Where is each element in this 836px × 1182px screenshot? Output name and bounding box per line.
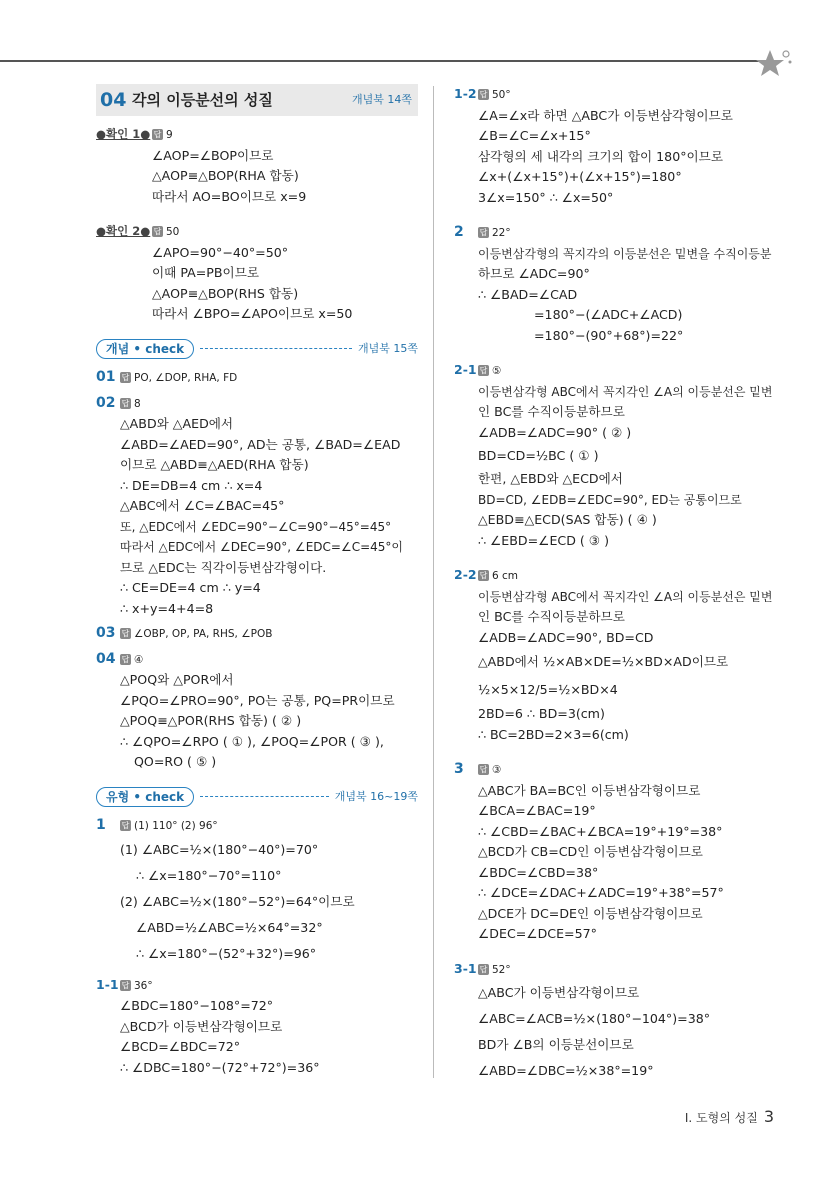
line: 따라서 ∠BPO=∠APO이므로 x=50	[152, 306, 353, 321]
line: 따라서 AO=BO이므로 x=9	[152, 188, 307, 204]
line: △BCD가 CB=CD인 이등변삼각형이므로	[478, 844, 703, 859]
item-number: 02	[96, 394, 116, 411]
line: ∴ ∠QPO=∠RPO ( ① ), ∠POQ=∠POR ( ③ ),	[120, 733, 384, 749]
line: ∴ BC=2BD=2×3=6(cm)	[478, 726, 629, 742]
answer-icon: 답	[121, 654, 130, 664]
line: ∠APO=90°−40°=50°	[152, 244, 289, 260]
answer-icon: 답	[153, 130, 162, 139]
page-number: 3	[763, 1107, 774, 1126]
item-03	[96, 623, 418, 645]
line: ∠BCD=∠BDC=72°	[120, 1039, 241, 1054]
right-column	[454, 84, 784, 1084]
item-04	[96, 649, 418, 773]
item-number: 3	[454, 761, 464, 777]
answer-icon: 답	[121, 980, 130, 990]
line: ∠x+(∠x+15°)+(∠x+15°)=180°	[478, 169, 682, 184]
line: ½×5×12/5=½×BD×4	[478, 682, 618, 697]
answer-icon: 답	[121, 373, 130, 382]
item-2	[454, 222, 784, 346]
dotted-rule	[200, 796, 329, 797]
item-2-1	[454, 360, 784, 551]
answer-icon: 답	[121, 821, 130, 830]
line: ∠ABD=∠AED=90°, AD는 공통, ∠BAD=∠EAD	[120, 436, 401, 452]
line: ∠ABD=½∠ABC=½×64°=32°	[136, 919, 323, 935]
line: △ABC가 BA=BC인 이등변삼각형이므로	[478, 782, 701, 798]
line: ∴ x+y=4+4=8	[120, 600, 214, 616]
item-number: 2-1	[454, 362, 477, 377]
item-number: 1-2	[454, 86, 477, 101]
line: 이등변삼각형 ABC에서 꼭지각인 ∠A의 이등분선은 밑변	[478, 589, 773, 604]
line: ∠ADB=∠ADC=90° ( ② )	[478, 424, 632, 440]
line: ∴ ∠x=180°−(52°+32°)=96°	[136, 945, 317, 961]
line: △ABD와 △AED에서	[120, 416, 234, 431]
line: ∠BDC=∠CBD=38°	[478, 864, 599, 880]
line: △POQ≡△POR(RHS 합동) ( ② )	[120, 713, 302, 728]
item-1	[96, 815, 418, 967]
line: ∴ DE=DB=4 cm ∴ x=4	[120, 477, 263, 493]
section-ref: 개념북 14쪽	[352, 92, 412, 106]
concept-check-header	[96, 339, 418, 360]
line: 이때 PA=PB이므로	[152, 265, 260, 280]
line: 2BD=6 ∴ BD=3(cm)	[478, 706, 605, 721]
line: △ABC가 이등변삼각형이므로	[478, 985, 640, 1000]
line: ∴ CE=DE=4 cm ∴ y=4	[120, 580, 261, 595]
answer: ③	[492, 764, 502, 776]
confirm-2	[96, 221, 418, 325]
answer-icon: 답	[479, 964, 488, 974]
answer-icon: 답	[153, 227, 162, 236]
item-3-1	[454, 959, 784, 1085]
answer-icon: 답	[479, 571, 488, 580]
line: ∠ABC=∠ACB=½×(180°−104°)=38°	[478, 1011, 711, 1026]
line: ∠BDC=180°−108°=72°	[120, 998, 274, 1013]
item-number: 04	[96, 650, 116, 667]
line: =180°−(90°+68°)=22°	[534, 327, 684, 343]
line: ∴ ∠DCE=∠DAC+∠ADC=19°+38°=57°	[478, 885, 724, 900]
item-number: 2	[454, 224, 464, 240]
dotted-rule	[200, 348, 352, 349]
confirm-1	[96, 124, 418, 207]
answer: 36°	[134, 979, 153, 992]
answer: 22°	[492, 227, 511, 239]
answer-icon: 답	[121, 398, 130, 408]
line: 이므로 △ABD≡△AED(RHA 합동)	[120, 457, 309, 472]
item-3	[454, 759, 784, 945]
item-2-2	[454, 565, 784, 745]
answer-icon: 답	[121, 629, 130, 638]
line: ∠PQO=∠PRO=90°, PO는 공통, PQ=PR이므로	[120, 692, 395, 708]
line: 인 BC를 수직이등분하므로	[478, 609, 625, 624]
line: ∠ABD=∠DBC=½×38°=19°	[478, 1063, 654, 1078]
type-check-pill: 유형 • check	[96, 787, 194, 807]
item-number: 01	[96, 369, 116, 385]
line: ∠B=∠C=∠x+15°	[478, 128, 591, 143]
line: ∠ADB=∠ADC=90°, BD=CD	[478, 629, 654, 645]
line: ∴ ∠x=180°−70°=110°	[136, 867, 282, 883]
answer-icon: 답	[479, 765, 488, 774]
item-02	[96, 393, 418, 620]
answer: (1) 110° (2) 96°	[134, 820, 218, 832]
confirm-label: ●확인 2●	[96, 224, 151, 238]
line: BD=CD=½BC ( ① )	[478, 448, 599, 463]
line: 이등변삼각형의 꼭지각의 이등분선은 밑변을 수직이등분	[478, 246, 772, 261]
item-number: 03	[96, 625, 116, 641]
line: 삼각형의 세 내각의 크기의 합이 180°이므로	[478, 148, 723, 164]
line: △AOP≡△BOP(RHA 합동)	[152, 168, 299, 183]
type-check-header	[96, 787, 418, 808]
line: 또, △EDC에서 ∠EDC=90°−∠C=90°−45°=45°	[120, 519, 392, 534]
item-1-1	[96, 975, 418, 1079]
item-1-2	[454, 84, 784, 208]
answer: ④	[134, 653, 144, 666]
answer-icon: 답	[479, 228, 488, 237]
column-divider	[433, 86, 434, 1078]
line: 므로 △EDC는 직각이등변삼각형이다.	[120, 559, 327, 575]
answer: ∠OBP, OP, PA, RHS, ∠POB	[134, 628, 273, 640]
line: BD가 ∠B의 이등분선이므로	[478, 1037, 634, 1052]
line: ∴ ∠EBD=∠ECD ( ③ )	[478, 532, 610, 548]
confirm-label: ●확인 1●	[96, 127, 151, 141]
line: (2) ∠ABC=½×(180°−52°)=64°이므로	[120, 893, 355, 909]
item-number: 1	[96, 817, 106, 833]
type-check-ref: 개념북 16~19쪽	[334, 789, 418, 803]
line: 이등변삼각형 ABC에서 꼭지각인 ∠A의 이등분선은 밑변	[478, 384, 773, 399]
line: △EBD≡△ECD(SAS 합동) ( ④ )	[478, 512, 657, 527]
page-footer	[685, 1107, 774, 1126]
line: △AOP≡△BOP(RHS 합동)	[152, 285, 299, 301]
section-number: 04	[100, 88, 127, 111]
line: △POQ와 △POR에서	[120, 672, 234, 687]
answer: ⑤	[492, 365, 502, 377]
line: 인 BC를 수직이등분하므로	[478, 404, 625, 419]
line: ∠AOP=∠BOP이므로	[152, 147, 274, 163]
line: △BCD가 이등변삼각형이므로	[120, 1018, 283, 1034]
footer-chapter: I. 도형의 성질	[684, 1111, 758, 1125]
section-header	[96, 84, 418, 116]
item-number: 1-1	[96, 976, 119, 992]
line: QO=RO ( ⑤ )	[134, 754, 217, 769]
answer: 50	[166, 226, 180, 238]
answer: 50°	[492, 89, 511, 101]
answer: 6 cm	[492, 570, 519, 582]
line: △ABD에서 ½×AB×DE=½×BD×AD이므로	[478, 654, 729, 669]
answer-icon: 답	[479, 366, 488, 375]
answer: PO, ∠DOP, RHA, FD	[134, 372, 238, 384]
concept-check-ref: 개념북 15쪽	[358, 341, 418, 355]
line: ∠BCA=∠BAC=19°	[478, 803, 596, 818]
answer: 8	[134, 397, 141, 410]
line: 3∠x=150° ∴ ∠x=50°	[478, 189, 614, 205]
left-column	[96, 84, 418, 1078]
section-title: 각의 이등분선의 성질	[132, 90, 273, 109]
line: ∴ ∠CBD=∠BAC+∠BCA=19°+19°=38°	[478, 823, 723, 839]
line: =180°−(∠ADC+∠ACD)	[534, 307, 683, 322]
line: ∠A=∠x라 하면 △ABC가 이등변삼각형이므로	[478, 107, 733, 123]
answer: 52°	[492, 963, 511, 976]
line: BD=CD, ∠EDB=∠EDC=90°, ED는 공통이므로	[478, 492, 742, 507]
item-number: 3-1	[454, 960, 477, 976]
answer-icon: 답	[479, 90, 488, 99]
line: ∴ ∠DBC=180°−(72°+72°)=36°	[120, 1059, 320, 1075]
star-icon	[756, 44, 796, 84]
line: (1) ∠ABC=½×(180°−40°)=70°	[120, 841, 319, 857]
line: 하므로 ∠ADC=90°	[478, 266, 590, 281]
line: △ABC에서 ∠C=∠BAC=45°	[120, 498, 285, 513]
item-01	[96, 367, 418, 389]
line: ∠DEC=∠DCE=57°	[478, 926, 597, 941]
line: 한편, △EBD와 △ECD에서	[478, 471, 623, 486]
line: △DCE가 DC=DE인 이등변삼각형이므로	[478, 905, 703, 921]
concept-check-pill: 개념 • check	[96, 339, 194, 359]
item-number: 2-2	[454, 567, 477, 582]
answer: 9	[166, 129, 173, 141]
line: ∴ ∠BAD=∠CAD	[478, 286, 578, 302]
line: 따라서 △EDC에서 ∠DEC=90°, ∠EDC=∠C=45°이	[120, 540, 403, 554]
top-rule	[0, 60, 762, 62]
